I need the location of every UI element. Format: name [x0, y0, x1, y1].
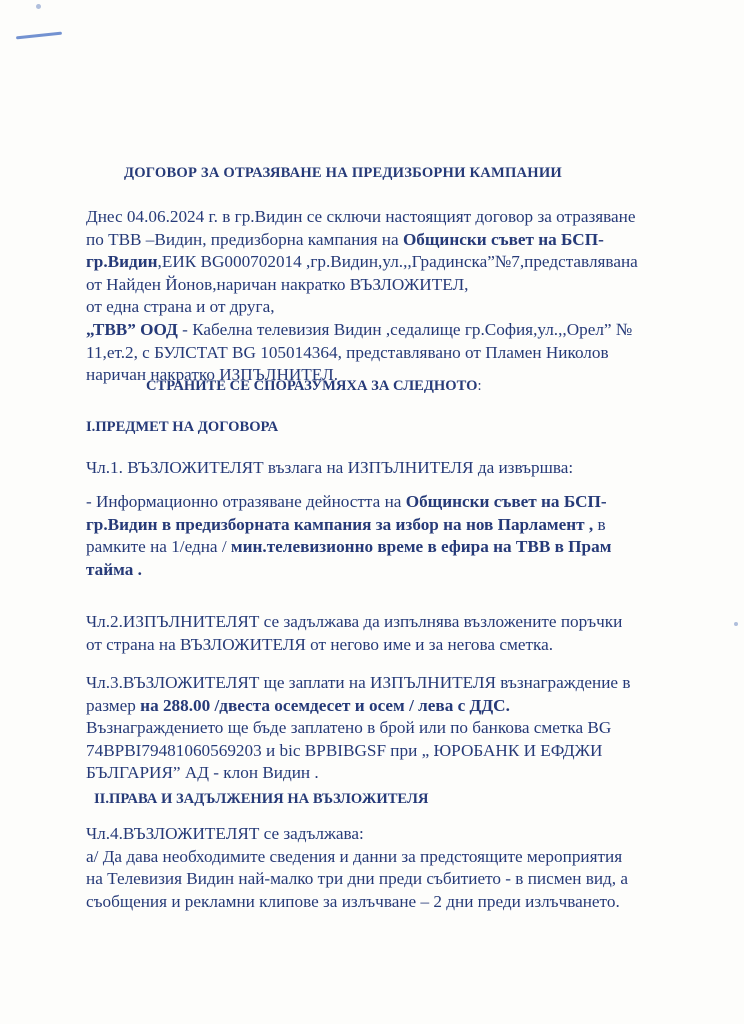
- article-line: Чл.3.ВЪЗЛОЖИТЕЛЯТ ще заплати на ИЗПЪЛНИТЕЛЯ възнаграждение в: [86, 673, 631, 692]
- article-line: на Телевизия Видин най-малко три дни преди събитието - в писмен вид, а: [86, 869, 629, 889]
- article-line: Чл.4.ВЪЗЛОЖИТЕЛЯТ се задължава:: [86, 824, 364, 843]
- article-text: размер: [86, 695, 141, 715]
- party-name-bold: Общински съвет на БСП-: [405, 492, 607, 511]
- intro-text: ,ЕИК BG000702014 ,гр.Видин,ул.,,Градинска”№7,представлявана: [157, 252, 638, 272]
- article-line: БЪЛГАРИЯ” АД - клон Видин .: [86, 763, 319, 783]
- article-1: Чл.1. ВЪЗЛОЖИТЕЛЯТ възлага на ИЗПЪЛНИТЕЛЯ да извършва:: [86, 458, 574, 477]
- article-line: Възнаграждението ще бъде заплатено в брой или по банкова сметка BG: [86, 718, 612, 738]
- article-2: [86, 611, 686, 656]
- intro-line: наричан накратко ИЗПЪЛНИТЕЛ.: [86, 365, 338, 385]
- article-line: 74BPBI79481060569203 и bic BPBIBGSF при „ ЮРОБАНК И ЕФДЖИ: [86, 740, 603, 760]
- airtime-text-bold: тайма .: [86, 559, 142, 579]
- contractor-name-bold: „ТВВ” ООД: [86, 319, 178, 339]
- article-line: съобщения и рекламни клипове за излъчване – 2 дни преди излъчването.: [86, 891, 620, 911]
- intro-line: 11,ет.2, с БУЛСТАТ BG 105014364, представлявано от Пламен Николов: [86, 342, 609, 362]
- article-4: [86, 823, 686, 913]
- intro-line: [86, 229, 686, 252]
- article-text: в: [593, 514, 606, 534]
- article-line: а/ Да дава необходимите сведения и данни за предстоящите мероприятия: [86, 846, 623, 866]
- article-text: рамките на 1/една /: [86, 537, 231, 557]
- party-city-bold: гр.Видин: [86, 252, 158, 272]
- article-line: от страна на ВЪЗЛОЖИТЕЛЯ от негово име и за негова сметка.: [86, 634, 554, 654]
- airtime-text-bold: мин.телевизионно време в ефира на ТВВ в Прам: [230, 537, 612, 557]
- article-line: Чл.2.ИЗПЪЛНИТЕЛЯТ се задължава да изпълнява възложените поръчки: [86, 612, 623, 631]
- article-line: [86, 514, 686, 537]
- section-heading-2: II.ПРАВА И ЗАДЪЛЖЕНИЯ НА ВЪЗЛОЖИТЕЛЯ: [94, 791, 429, 807]
- agreement-heading-colon: :: [477, 378, 482, 394]
- scan-mark: [16, 32, 62, 40]
- intro-line: Днес 04.06.2024 г. в гр.Видин се сключи настоящият договор за отразяване: [86, 207, 636, 226]
- article-line: [86, 536, 686, 559]
- article-text: - Информационно отразяване дейността на: [86, 492, 406, 511]
- intro-line: от една страна и от друга,: [86, 297, 275, 317]
- scan-dot: [36, 4, 41, 9]
- article-line: [86, 491, 686, 514]
- intro-paragraph: [86, 206, 686, 387]
- intro-text: по ТВВ –Видин, предизборна кампания на: [86, 229, 403, 249]
- agreement-heading: [146, 378, 482, 395]
- intro-text: - Кабелна телевизия Видин ,седалище гр.София,ул.,,Орел” №: [177, 319, 633, 339]
- intro-line: [86, 251, 686, 274]
- price-text-bold: на 288.00 /двеста осемдесет и осем / лева с ДДС.: [140, 695, 510, 715]
- party-name-bold: Общински съвет на БСП-: [402, 229, 604, 249]
- campaign-text-bold: гр.Видин в предизборната кампания за избор на нов Парламент ,: [86, 514, 594, 534]
- article-line: [86, 559, 686, 582]
- agreement-heading-text: СТРАНИТЕ СЕ СПОРАЗУМЯХА ЗА СЛЕДНОТО: [146, 378, 478, 394]
- article-1-item: [86, 491, 686, 581]
- article-3: [86, 672, 686, 785]
- article-line: [86, 695, 686, 718]
- intro-line: [86, 319, 686, 342]
- document-title: ДОГОВОР ЗА ОТРАЗЯВАНЕ НА ПРЕДИЗБОРНИ КАМПАНИИ: [124, 165, 562, 181]
- scan-dot: [734, 622, 738, 626]
- section-heading-1: I.ПРЕДМЕТ НА ДОГОВОРА: [86, 419, 279, 435]
- intro-line: от Найден Йонов,наричан накратко ВЪЗЛОЖИТЕЛ,: [86, 274, 469, 294]
